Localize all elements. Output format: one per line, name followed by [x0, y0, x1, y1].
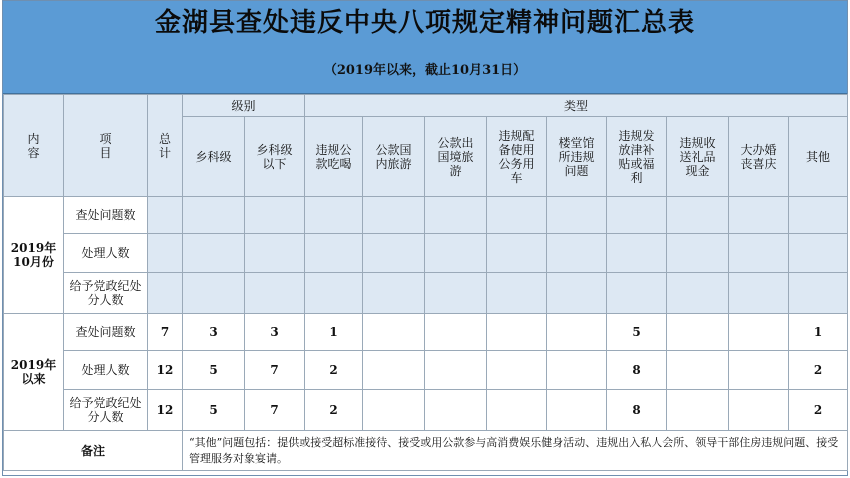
header-type: 其他 — [789, 117, 848, 197]
header-type-group: 类型 — [305, 95, 848, 117]
total-cell: 12 — [148, 390, 183, 431]
type-cell — [363, 273, 425, 314]
header-type: 违规收送礼品现金 — [667, 117, 729, 197]
type-cell — [547, 197, 607, 234]
type-cell — [305, 197, 363, 234]
type-cell — [363, 390, 425, 431]
type-cell — [363, 351, 425, 390]
type-cell — [487, 197, 547, 234]
level-cell: 3 — [245, 314, 305, 351]
type-cell — [667, 234, 729, 273]
type-cell — [363, 234, 425, 273]
header-item: 项目 — [64, 95, 148, 197]
type-cell — [729, 351, 789, 390]
row-label: 查处问题数 — [64, 314, 148, 351]
type-cell — [667, 314, 729, 351]
type-cell — [729, 234, 789, 273]
header-type: 大办婚丧喜庆 — [729, 117, 789, 197]
type-cell — [547, 273, 607, 314]
type-cell — [607, 273, 667, 314]
header-level: 乡科级以下 — [245, 117, 305, 197]
type-cell — [305, 273, 363, 314]
row-label: 给予党政纪处分人数 — [64, 390, 148, 431]
total-cell: 12 — [148, 351, 183, 390]
type-cell — [425, 390, 487, 431]
total-cell: 7 — [148, 314, 183, 351]
type-cell — [487, 234, 547, 273]
type-cell: 2 — [305, 351, 363, 390]
type-cell: 2 — [789, 351, 848, 390]
header-type: 违规配备使用公务用车 — [487, 117, 547, 197]
type-cell — [425, 197, 487, 234]
row-label: 处理人数 — [64, 234, 148, 273]
type-cell — [667, 390, 729, 431]
type-cell — [607, 234, 667, 273]
total-cell — [148, 273, 183, 314]
level-cell: 3 — [183, 314, 245, 351]
level-cell — [245, 273, 305, 314]
type-cell — [425, 273, 487, 314]
type-cell — [607, 197, 667, 234]
sheet-title: 金湖县查处违反中央八项规定精神问题汇总表 — [154, 8, 695, 38]
type-cell — [547, 351, 607, 390]
type-cell — [487, 314, 547, 351]
type-cell: 8 — [607, 390, 667, 431]
header-type: 违规公款吃喝 — [305, 117, 363, 197]
type-cell — [547, 314, 607, 351]
type-cell — [425, 314, 487, 351]
header-type: 楼堂馆所违规问题 — [547, 117, 607, 197]
type-cell — [487, 390, 547, 431]
type-cell — [363, 197, 425, 234]
type-cell — [729, 390, 789, 431]
total-cell — [148, 234, 183, 273]
level-cell — [183, 273, 245, 314]
type-cell — [487, 351, 547, 390]
type-cell — [363, 314, 425, 351]
level-cell: 7 — [245, 351, 305, 390]
type-cell — [547, 234, 607, 273]
summary-table — [3, 94, 848, 471]
type-cell — [729, 197, 789, 234]
sheet-subtitle: （2019年以来，截止10月31日） — [323, 63, 527, 78]
type-cell — [667, 197, 729, 234]
type-cell: 1 — [305, 314, 363, 351]
type-cell: 2 — [789, 390, 848, 431]
type-cell — [789, 234, 848, 273]
type-cell: 8 — [607, 351, 667, 390]
type-cell — [729, 314, 789, 351]
type-cell — [547, 390, 607, 431]
type-cell — [425, 351, 487, 390]
header-type: 公款国内旅游 — [363, 117, 425, 197]
row-label: 查处问题数 — [64, 197, 148, 234]
type-cell — [729, 273, 789, 314]
summary-sheet — [2, 0, 848, 476]
type-cell — [667, 351, 729, 390]
header-content: 内容 — [4, 95, 64, 197]
header-level-group: 级别 — [183, 95, 305, 117]
type-cell — [425, 234, 487, 273]
remark-label: 备注 — [4, 431, 183, 471]
type-cell: 2 — [305, 390, 363, 431]
row-label: 处理人数 — [64, 351, 148, 390]
type-cell — [667, 273, 729, 314]
type-cell — [305, 234, 363, 273]
type-cell: 5 — [607, 314, 667, 351]
level-cell — [245, 234, 305, 273]
level-cell — [183, 197, 245, 234]
header-total: 总计 — [148, 95, 183, 197]
sheet-header — [3, 1, 847, 94]
header-type: 公款出国境旅游 — [425, 117, 487, 197]
row-label: 给予党政纪处分人数 — [64, 273, 148, 314]
type-cell — [789, 197, 848, 234]
type-cell — [789, 273, 848, 314]
total-cell — [148, 197, 183, 234]
header-type: 违规发放津补贴或福利 — [607, 117, 667, 197]
period-label: 2019年以来 — [4, 314, 64, 431]
remark-text: “其他”问题包括：提供或接受超标准接待、接受或用公款参与高消费娱乐健身活动、违规出入私人会所、领导干部住房违规问题、接受管理服务对象宴请。 — [183, 431, 848, 471]
type-cell: 1 — [789, 314, 848, 351]
level-cell: 5 — [183, 351, 245, 390]
level-cell: 7 — [245, 390, 305, 431]
header-level: 乡科级 — [183, 117, 245, 197]
type-cell — [487, 273, 547, 314]
period-label: 2019年10月份 — [4, 197, 64, 314]
level-cell — [183, 234, 245, 273]
level-cell: 5 — [183, 390, 245, 431]
level-cell — [245, 197, 305, 234]
